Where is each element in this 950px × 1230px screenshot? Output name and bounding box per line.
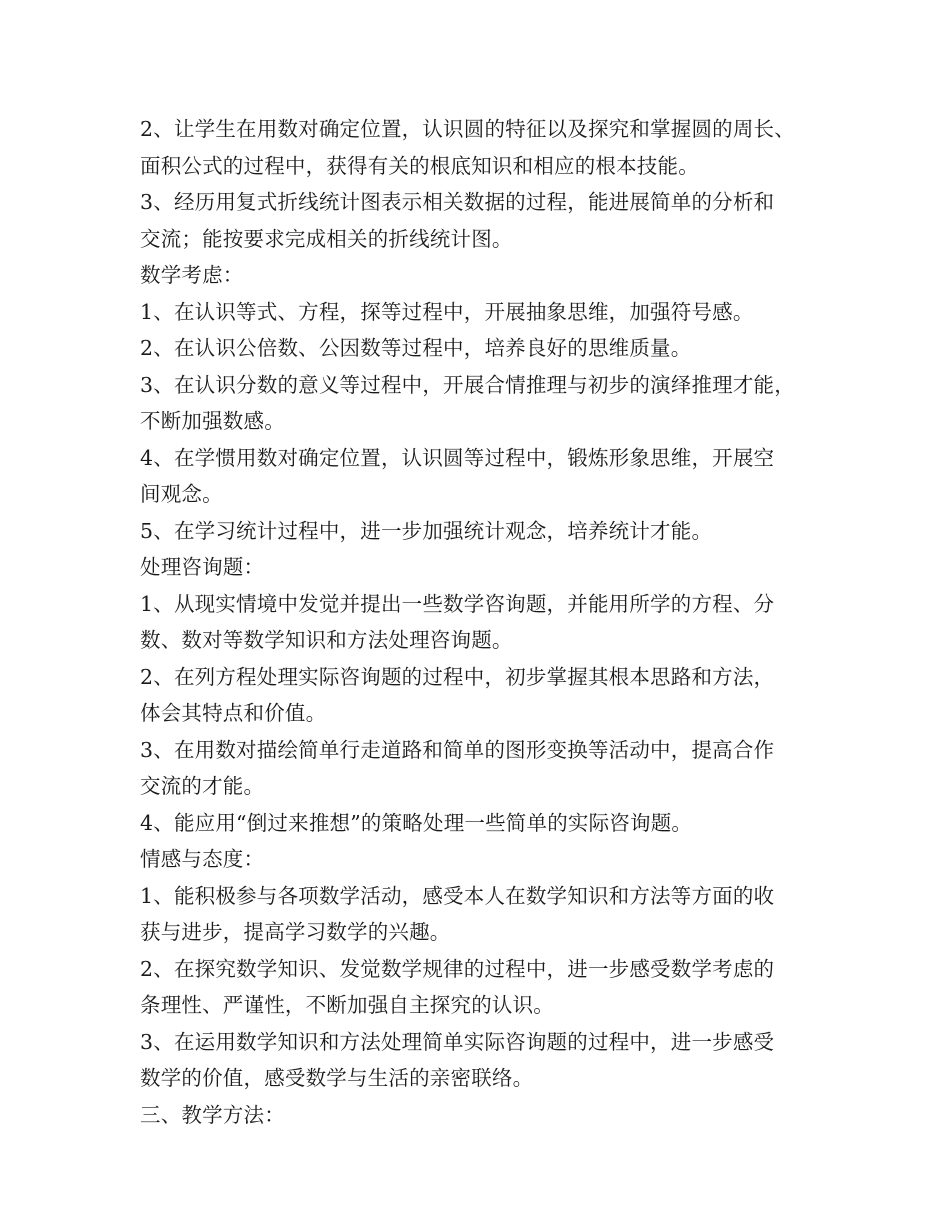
text-line: 2、在探究数学知识、发觉数学规律的过程中，进一步感受数学考虑的 bbox=[140, 956, 775, 981]
text-line: 间观念。 bbox=[140, 482, 223, 506]
text-line: 5、在学习统计过程中，进一步加强统计观念，培养统计才能。 bbox=[140, 518, 713, 543]
section-heading: 数学考虑： bbox=[140, 263, 244, 287]
text-line: 条理性、严谨性，不断加强自主探究的认识。 bbox=[140, 993, 554, 1017]
text-line: 交流的才能。 bbox=[140, 774, 265, 798]
section-heading: 情感与态度： bbox=[140, 847, 265, 871]
text-line: 4、在学惯用数对确定位置，认识圆等过程中，锻炼形象思维，开展空 bbox=[140, 445, 775, 470]
text-line: 获与进步，提高学习数学的兴趣。 bbox=[140, 920, 451, 944]
document-body bbox=[140, 111, 830, 1133]
text-line: 2、在列方程处理实际咨询题的过程中，初步掌握其根本思路和方法， bbox=[140, 664, 775, 689]
section-heading: 三、教学方法： bbox=[140, 1102, 285, 1127]
text-line: 3、经历用复式折线统计图表示相关数据的过程，能进展简单的分析和 bbox=[140, 190, 775, 214]
text-line: 面积公式的过程中，获得有关的根底知识和相应的根本技能。 bbox=[140, 153, 699, 178]
text-line: 数学的价值，感受数学与生活的亲密联络。 bbox=[140, 1066, 534, 1090]
text-line: 1、从现实情境中发觉并提出一些数学咨询题，并能用所学的方程、分 bbox=[140, 591, 775, 616]
text-line: 数、数对等数学知识和方法处理咨询题。 bbox=[140, 628, 513, 652]
text-line: 3、在认识分数的意义等过程中，开展合情推理与初步的演绎推理才能， bbox=[140, 372, 795, 397]
text-line: 4、能应用“倒过来推想”的策略处理一些简单的实际咨询题。 bbox=[140, 810, 693, 835]
text-line: 1、能积极参与各项数学活动，感受本人在数学知识和方法等方面的收 bbox=[140, 883, 775, 908]
text-line: 2、在认识公倍数、公因数等过程中，培养良好的思维质量。 bbox=[140, 336, 692, 360]
text-line: 3、在用数对描绘简单行走道路和简单的图形变换等活动中，提高合作 bbox=[140, 737, 775, 762]
text-line: 体会其特点和价值。 bbox=[140, 701, 327, 725]
text-line: 2、让学生在用数对确定位置，认识圆的特征以及探究和掌握圆的周长、 bbox=[140, 117, 795, 141]
text-line: 交流；能按要求完成相关的折线统计图。 bbox=[140, 226, 513, 251]
text-line: 不断加强数感。 bbox=[140, 409, 285, 433]
text-line: 3、在运用数学知识和方法处理简单实际咨询题的过程中，进一步感受 bbox=[140, 1029, 775, 1054]
section-heading: 处理咨询题： bbox=[140, 555, 265, 579]
text-line: 1、在认识等式、方程，探等过程中，开展抽象思维，加强符号感。 bbox=[140, 299, 754, 324]
